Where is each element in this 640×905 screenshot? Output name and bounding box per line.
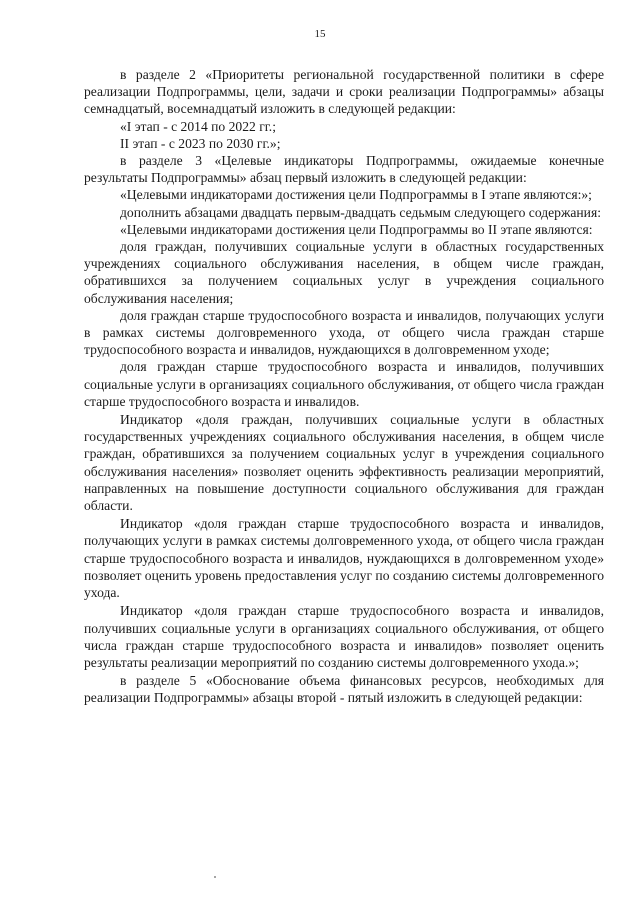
paragraph: в разделе 2 «Приоритеты региональной государственной политики в сфере реализации Подпрограммы, цели, задачи и сроки реализации Подпрограммы» абзацы семнадцатый, восемнадцатый изложить в следующей редакции: [84,67,604,117]
paragraph: доля граждан, получивших социальные услуги в областных государственных учреждениях социального обслуживания населения, в общем числе граждан, обратившихся за получением социальных услуг в учреждения социального обслуживания населения; [84,239,604,306]
paragraph: дополнить абзацами двадцать первым-двадцать седьмым следующего содержания: [120,204,601,220]
document-body [84,66,604,707]
paragraph: доля граждан старше трудоспособного возраста и инвалидов, получающих услуги в рамках системы долговременного ухода, от общего числа граждан старше трудоспособного возраста и инвалидов, нуждающихся в долговременном уходе; [84,307,604,358]
paragraph: «I этап - с 2014 по 2022 гг.; [120,118,276,134]
paragraph: доля граждан старше трудоспособного возраста и инвалидов, получивших социальные услуги в организациях социального обслуживания, от общего числа граждан старше трудоспособного возраста и инвалидов. [84,359,604,409]
paragraph: Индикатор «доля граждан, получивших социальные услуги в областных государственных учреждениях социального обслуживания населения, в общем числе граждан, обратившихся за получением социальных услуг в учреждения социального обслуживания населения» позволяет оценить эффективность реализации мероприятий, направленных на повышение доступности социального обслуживания для граждан области. [84,412,604,514]
page-number: 15 [314,28,326,40]
paragraph: в разделе 3 «Целевые индикаторы Подпрограммы, ожидаемые конечные результаты Подпрограммы» абзац первый изложить в следующей редакции: [84,153,604,186]
paragraph: Индикатор «доля граждан старше трудоспособного возраста и инвалидов, получающих услуги в рамках системы долговременного ухода, от общего числа граждан старше трудоспособного возраста и инвалидов, нуждающихся в долговременном уходе» позволяет оценить уровень предоставления услуг по созданию системы долговременного ухода. [84,516,604,601]
scan-speck [214,876,216,878]
paragraph: «Целевыми индикаторами достижения цели Подпрограммы во II этапе являются: [120,221,593,237]
paragraph: в разделе 5 «Обоснование объема финансовых ресурсов, необходимых для реализации Подпрограммы» абзацы второй - пятый изложить в следующей редакции: [84,673,604,706]
paragraph: II этап - с 2023 по 2030 гг.»; [120,135,281,151]
paragraph: Индикатор «доля граждан старше трудоспособного возраста и инвалидов, получивших социальные услуги в организациях социального обслуживания, от общего числа граждан старше трудоспособного возраста и инвалидов» позволяет оценить результаты реализации мероприятий по созданию системы долговременного ухода.»; [84,603,604,670]
paragraph: «Целевыми индикаторами достижения цели Подпрограммы в I этапе являются:»; [120,187,592,203]
